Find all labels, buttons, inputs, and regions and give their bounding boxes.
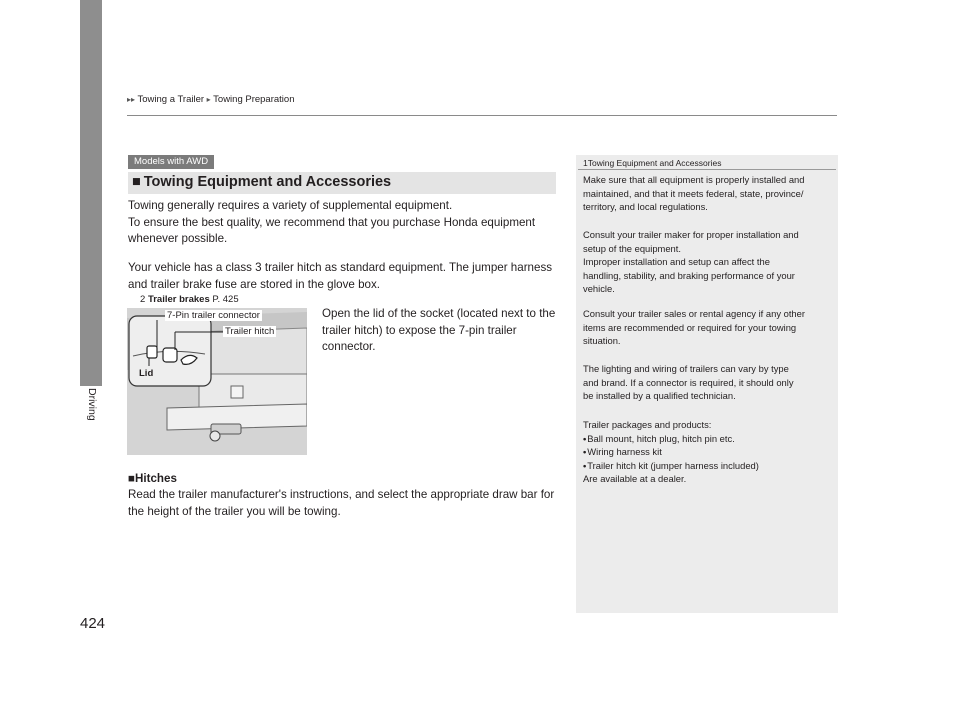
socket-instructions: Open the lid of the socket (located next to the trailer hitch) to expose the 7-pin trailer connector. <box>322 307 556 353</box>
hitch-callout: Trailer hitch <box>225 326 275 337</box>
breadcrumb-item[interactable]: Towing a Trailer <box>137 94 205 105</box>
list-item: • Ball mount, hitch plug, hitch pin etc. <box>583 432 833 446</box>
double-arrow-icon: ▸▸ <box>127 95 136 104</box>
section-title: ■ Towing Equipment and Accessories <box>132 174 392 190</box>
truck-rear-illustration <box>127 308 307 455</box>
sidebar-heading: 1Towing Equipment and Accessories <box>583 158 722 168</box>
hitch-paragraph: Your vehicle has a class 3 trailer hitch as standard equipment. The jumper harness and trailer brake fuse are stored in the glove box. <box>128 261 553 291</box>
side-tab-label: Driving <box>86 388 98 421</box>
intro-paragraph: Towing generally requires a variety of supplemental equipment. To ensure the best quality, we recommend that you purchase Honda equipment whenever possible. <box>128 199 536 245</box>
arrow-icon: ▸ <box>206 95 211 104</box>
page-number: 424 <box>80 615 106 632</box>
trailer-connector-figure <box>127 308 307 455</box>
model-badge: Models with AWD <box>128 155 214 169</box>
sidebar-paragraph: Make sure that all equipment is properly installed and maintained, and that it meets federal, state, province/ territory, and local regulations. <box>583 174 805 213</box>
breadcrumb <box>127 94 294 105</box>
lid-callout: Lid <box>139 368 154 379</box>
list-item: • Trailer hitch kit (jumper harness included) <box>583 459 833 473</box>
xref-marker: 2 <box>140 294 146 305</box>
subsection-marker: ■ <box>128 472 136 485</box>
hitches-heading: ■Hitches <box>128 472 177 485</box>
connector-callout: 7-Pin trailer connector <box>167 310 260 321</box>
cross-reference-link[interactable]: 2 Trailer brakes P. 425 <box>140 294 239 305</box>
breadcrumb-item[interactable]: Towing Preparation <box>213 94 295 105</box>
sidebar-paragraph: Consult your trailer sales or rental agency if any other items are recommended or required for your towing situation. <box>583 308 805 347</box>
list-item: • Wiring harness kit <box>583 445 833 459</box>
hitches-paragraph: Read the trailer manufacturer's instructions, and select the appropriate draw bar for the height of the trailer you will be towing. <box>128 488 555 518</box>
side-tab <box>80 0 102 386</box>
note-marker: 1 <box>583 158 588 168</box>
sidebar-paragraph: The lighting and wiring of trailers can vary by type and brand. If a connector is required, it should only be installed by a qualified technician. <box>583 363 794 402</box>
section-marker: ■ <box>132 174 141 190</box>
header-divider <box>127 115 837 116</box>
sidebar-paragraph: Trailer packages and products: • Ball mount, hitch plug, hitch pin etc. • Wiring harness kit • Trailer hitch kit (jumper harness included) Are available at a dealer. <box>583 418 833 486</box>
sidebar-divider <box>578 169 836 170</box>
sidebar-paragraph: Consult your trailer maker for proper installation and setup of the equipment. Improper installation and setup can affect the handling, stability, and braking performance of your vehicle. <box>583 229 799 295</box>
